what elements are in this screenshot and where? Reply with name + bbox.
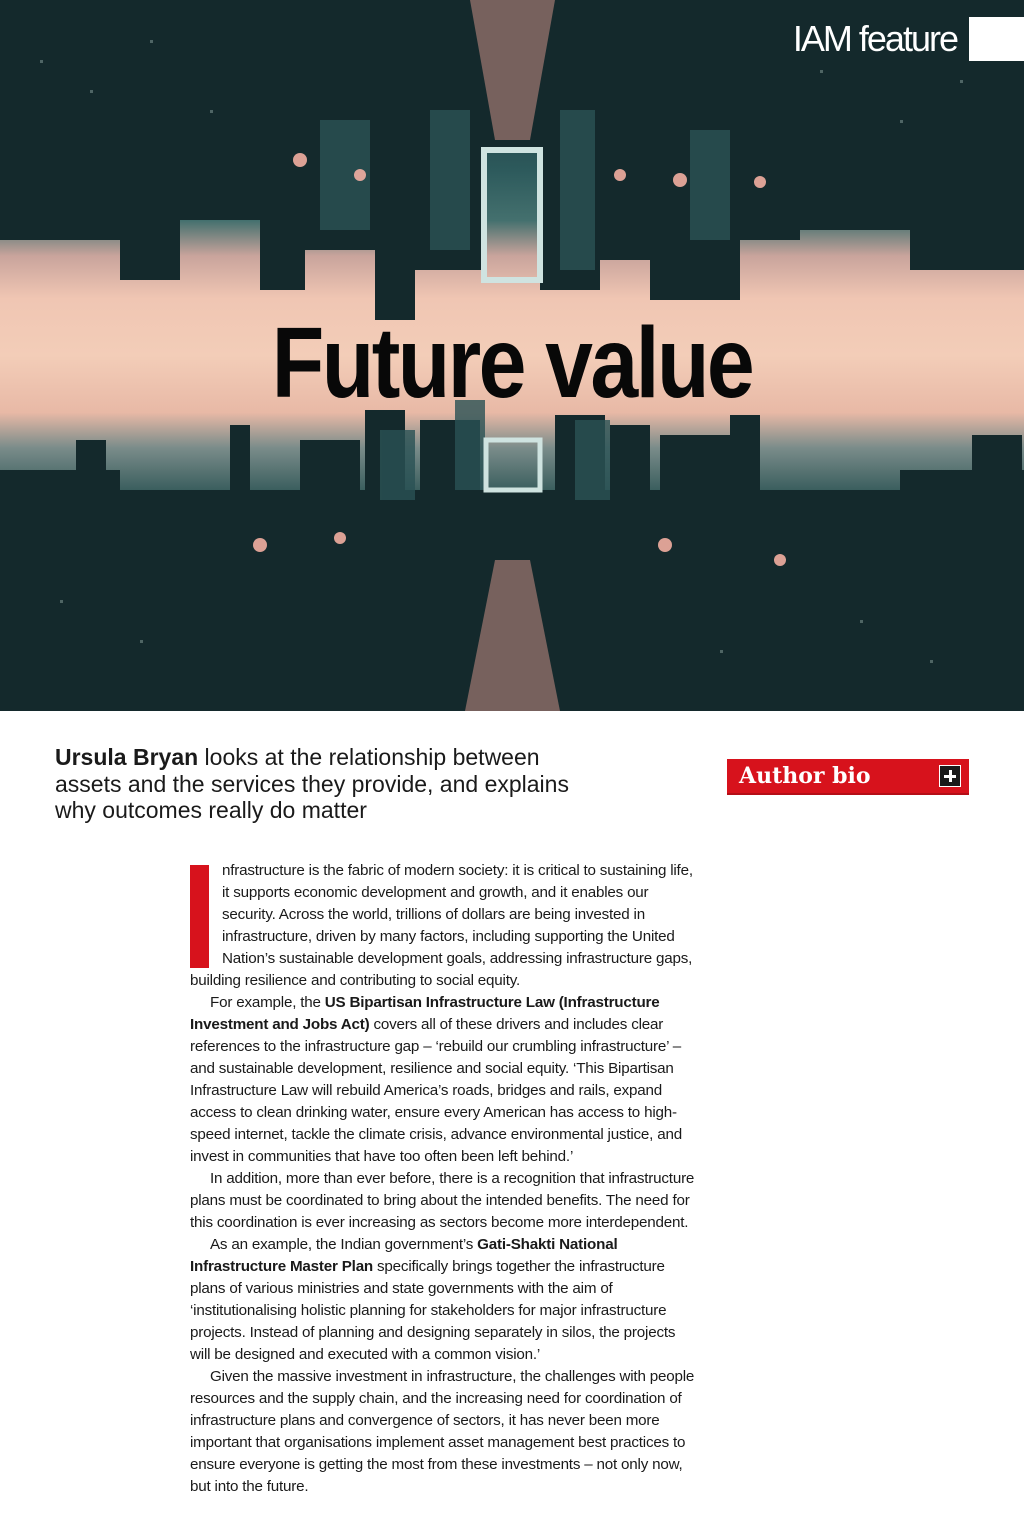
author-name: Ursula Bryan — [55, 744, 199, 770]
standfirst — [55, 744, 575, 824]
drop-cap-bar — [190, 865, 209, 968]
standfirst-text: looks at the relationship between assets and the services they provide, and explains why outcomes really do matter — [55, 744, 569, 823]
gati-shakti-plan-link[interactable]: Gati-Shakti National Infrastructure Master Plan — [190, 1236, 618, 1275]
author-bio-button[interactable] — [727, 759, 969, 795]
paragraph-2-pre: For example, the — [210, 994, 325, 1011]
paragraph-1 — [190, 860, 696, 992]
author-bio-label: Author bio — [739, 763, 871, 789]
paragraph-4-pre: As an example, the Indian government’s — [210, 1236, 478, 1253]
paragraph-2-post: covers all of these drivers and includes clear references to the infrastructure gap – ‘rebuild our crumbling infrastructure’ – and sustainable development, resilience and social equity. ‘This Bipartisan Infrastructure Law will rebuild America’s roads, bridges and rails, expand access to clean drinking water, ensure every American has access to high-speed internet, tackle the climate crisis, advance environmental justice, and invest in communities that have too often been left behind.’ — [190, 1016, 682, 1165]
us-infrastructure-law-link[interactable]: US Bipartisan Infrastructure Law (Infrastructure Investment and Jobs Act) — [190, 994, 660, 1033]
paragraph-2 — [190, 992, 696, 1168]
paragraph-1-text: nfrastructure is the fabric of modern society: it is critical to sustaining life, it supports economic development and growth, and it enables our security. Across the world, trillions of dollars are being invested in infrastructure, driven by many factors, including supporting the United Nation’s sustainable development goals, addressing infrastructure gaps, building resilience and contributing to social equity. — [190, 862, 693, 989]
paragraph-3: In addition, more than ever before, there is a recognition that infrastructure plans must be coordinated to bring about the intended benefits. The need for this coordination is ever increasing as sectors become more interdependent. — [190, 1170, 695, 1231]
paragraph-4-post: specifically brings together the infrastructure plans of various ministries and state governments with the aim of ‘institutionalising holistic planning for stakeholders for major infrastructure projects. Instead of planning and designing separately in silos, the projects will be designed and executed with a common vision.’ — [190, 1258, 676, 1363]
hero-image — [0, 0, 1024, 711]
article-body — [190, 860, 696, 1498]
section-tag: IAM feature — [792, 18, 957, 59]
plus-icon[interactable] — [939, 765, 961, 787]
article-title: Future value — [271, 307, 753, 419]
paragraph-5: Given the massive investment in infrastructure, the challenges with people resources and the supply chain, and the increasing need for coordination of infrastructure plans and convergence of sectors, it has never been more important that organisations implement asset management best practices to ensure everyone is getting the most from these investments – not only now, but into the future. — [190, 1368, 695, 1495]
section-tag-box — [969, 17, 1024, 61]
paragraph-4 — [190, 1234, 696, 1366]
